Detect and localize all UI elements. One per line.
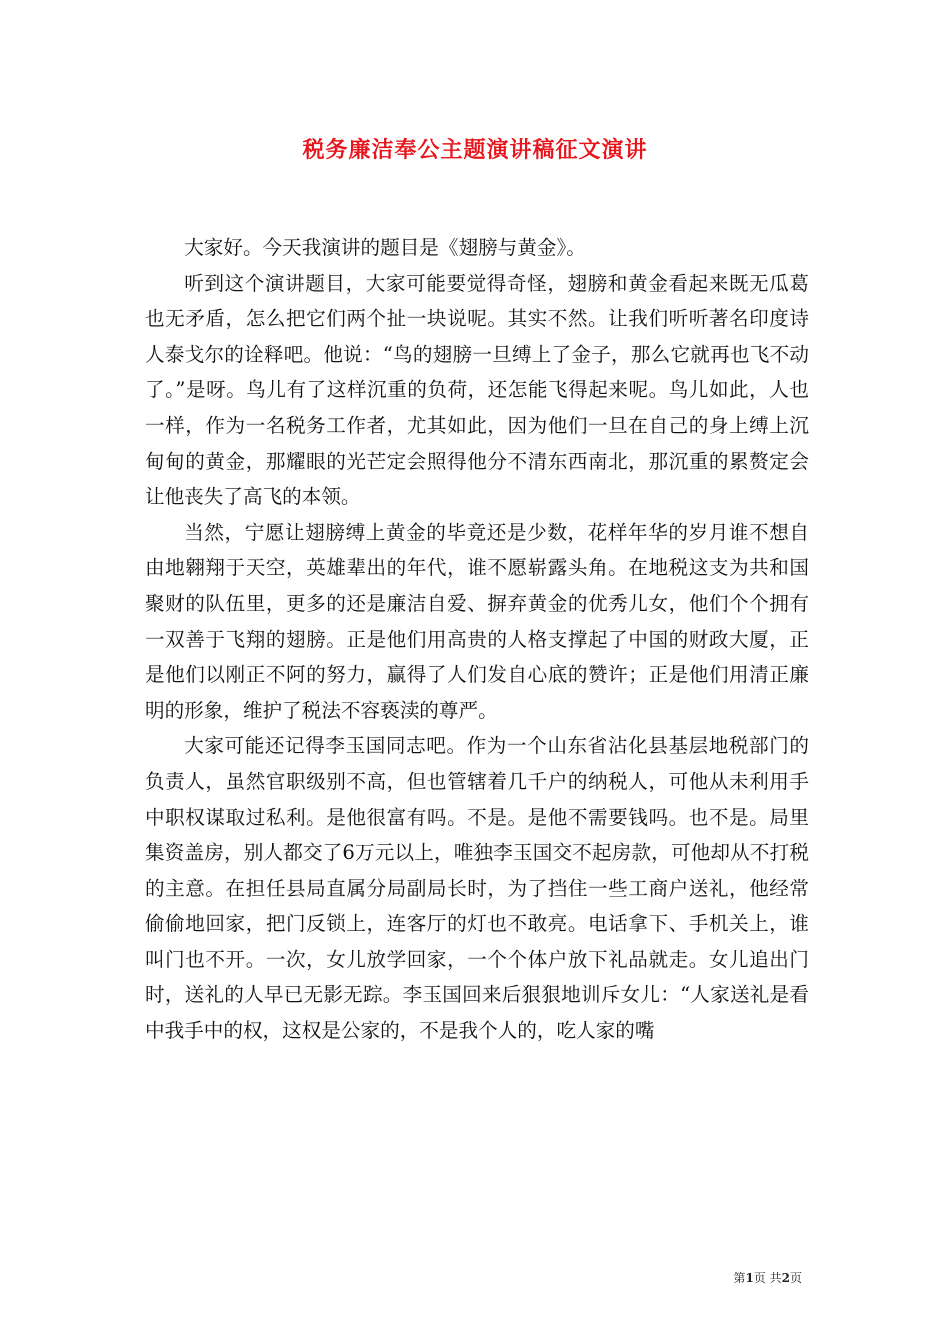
paragraph-honest-workers: 当然，宁愿让翅膀缚上黄金的毕竟还是少数，花样年华的岁月谁不想自由地翱翔于天空，英雄辈出的年代，谁不愿崭露头角。在地税这支为共和国聚财的队伍里，更多的还是廉洁自爱、摒弃黄金的优秀儿女，他们个个拥有一双善于飞翔的翅膀。正是他们用高贵的人格支撑起了中国的财政大厦，正是他们以刚正不阿的努力，赢得了人们发自心底的赞许；正是他们用清正廉明的形象，维护了税法不容亵渎的尊严。 bbox=[145, 520, 809, 722]
footer-suffix: 页 bbox=[789, 1271, 802, 1285]
page-number-footer bbox=[733, 1269, 802, 1286]
footer-total-pages: 2 bbox=[781, 1271, 790, 1285]
footer-middle: 页 共 bbox=[753, 1271, 782, 1285]
paragraph-greeting: 大家好。今天我演讲的题目是《翅膀与黄金》。 bbox=[184, 236, 586, 259]
document-title: 税务廉洁奉公主题演讲稿征文演讲 bbox=[302, 137, 648, 163]
paragraph-li-yuguo: 大家可能还记得李玉国同志吧。作为一个山东省沾化县基层地税部门的负责人，虽然官职级别不高，但也管辖着几千户的纳税人，可他从未利用手中职权谋取过私利。是他很富有吗。不是。是他不需要钱吗。也不是。局里集资盖房，别人都交了6万元以上，唯独李玉国交不起房款，可他却从不打税的主意。在担任县局直属分局副局长时，为了挡住一些工商户送礼，他经常偷偷地回家，把门反锁上，连客厅的灯也不敢亮。电话拿下、手机关上，谁叫门也不开。一次，女儿放学回家，一个个体户放下礼品就走。女儿追出门时，送礼的人早已无影无踪。李玉国回来后狠狠地训斥女儿：“人家送礼是看中我手中的权，这权是公家的，不是我个人的，吃人家的嘴 bbox=[145, 734, 809, 1043]
document-body bbox=[145, 230, 809, 1049]
footer-prefix: 第 bbox=[733, 1271, 746, 1285]
paragraph-topic-intro: 听到这个演讲题目，大家可能要觉得奇怪，翅膀和黄金看起来既无瓜葛也无矛盾，怎么把它们两个扯一块说呢。其实不然。让我们听听著名印度诗人泰戈尔的诠释吧。他说：“鸟的翅膀一旦缚上了金子，那么它就再也飞不动了。”是呀。鸟儿有了这样沉重的负荷，还怎能飞得起来呢。鸟儿如此，人也一样，作为一名税务工作者，尤其如此，因为他们一旦在自己的身上缚上沉甸甸的黄金，那耀眼的光芒定会照得他分不清东西南北，那沉重的累赘定会让他丧失了高飞的本领。 bbox=[145, 271, 809, 509]
footer-current-page: 1 bbox=[745, 1271, 754, 1285]
